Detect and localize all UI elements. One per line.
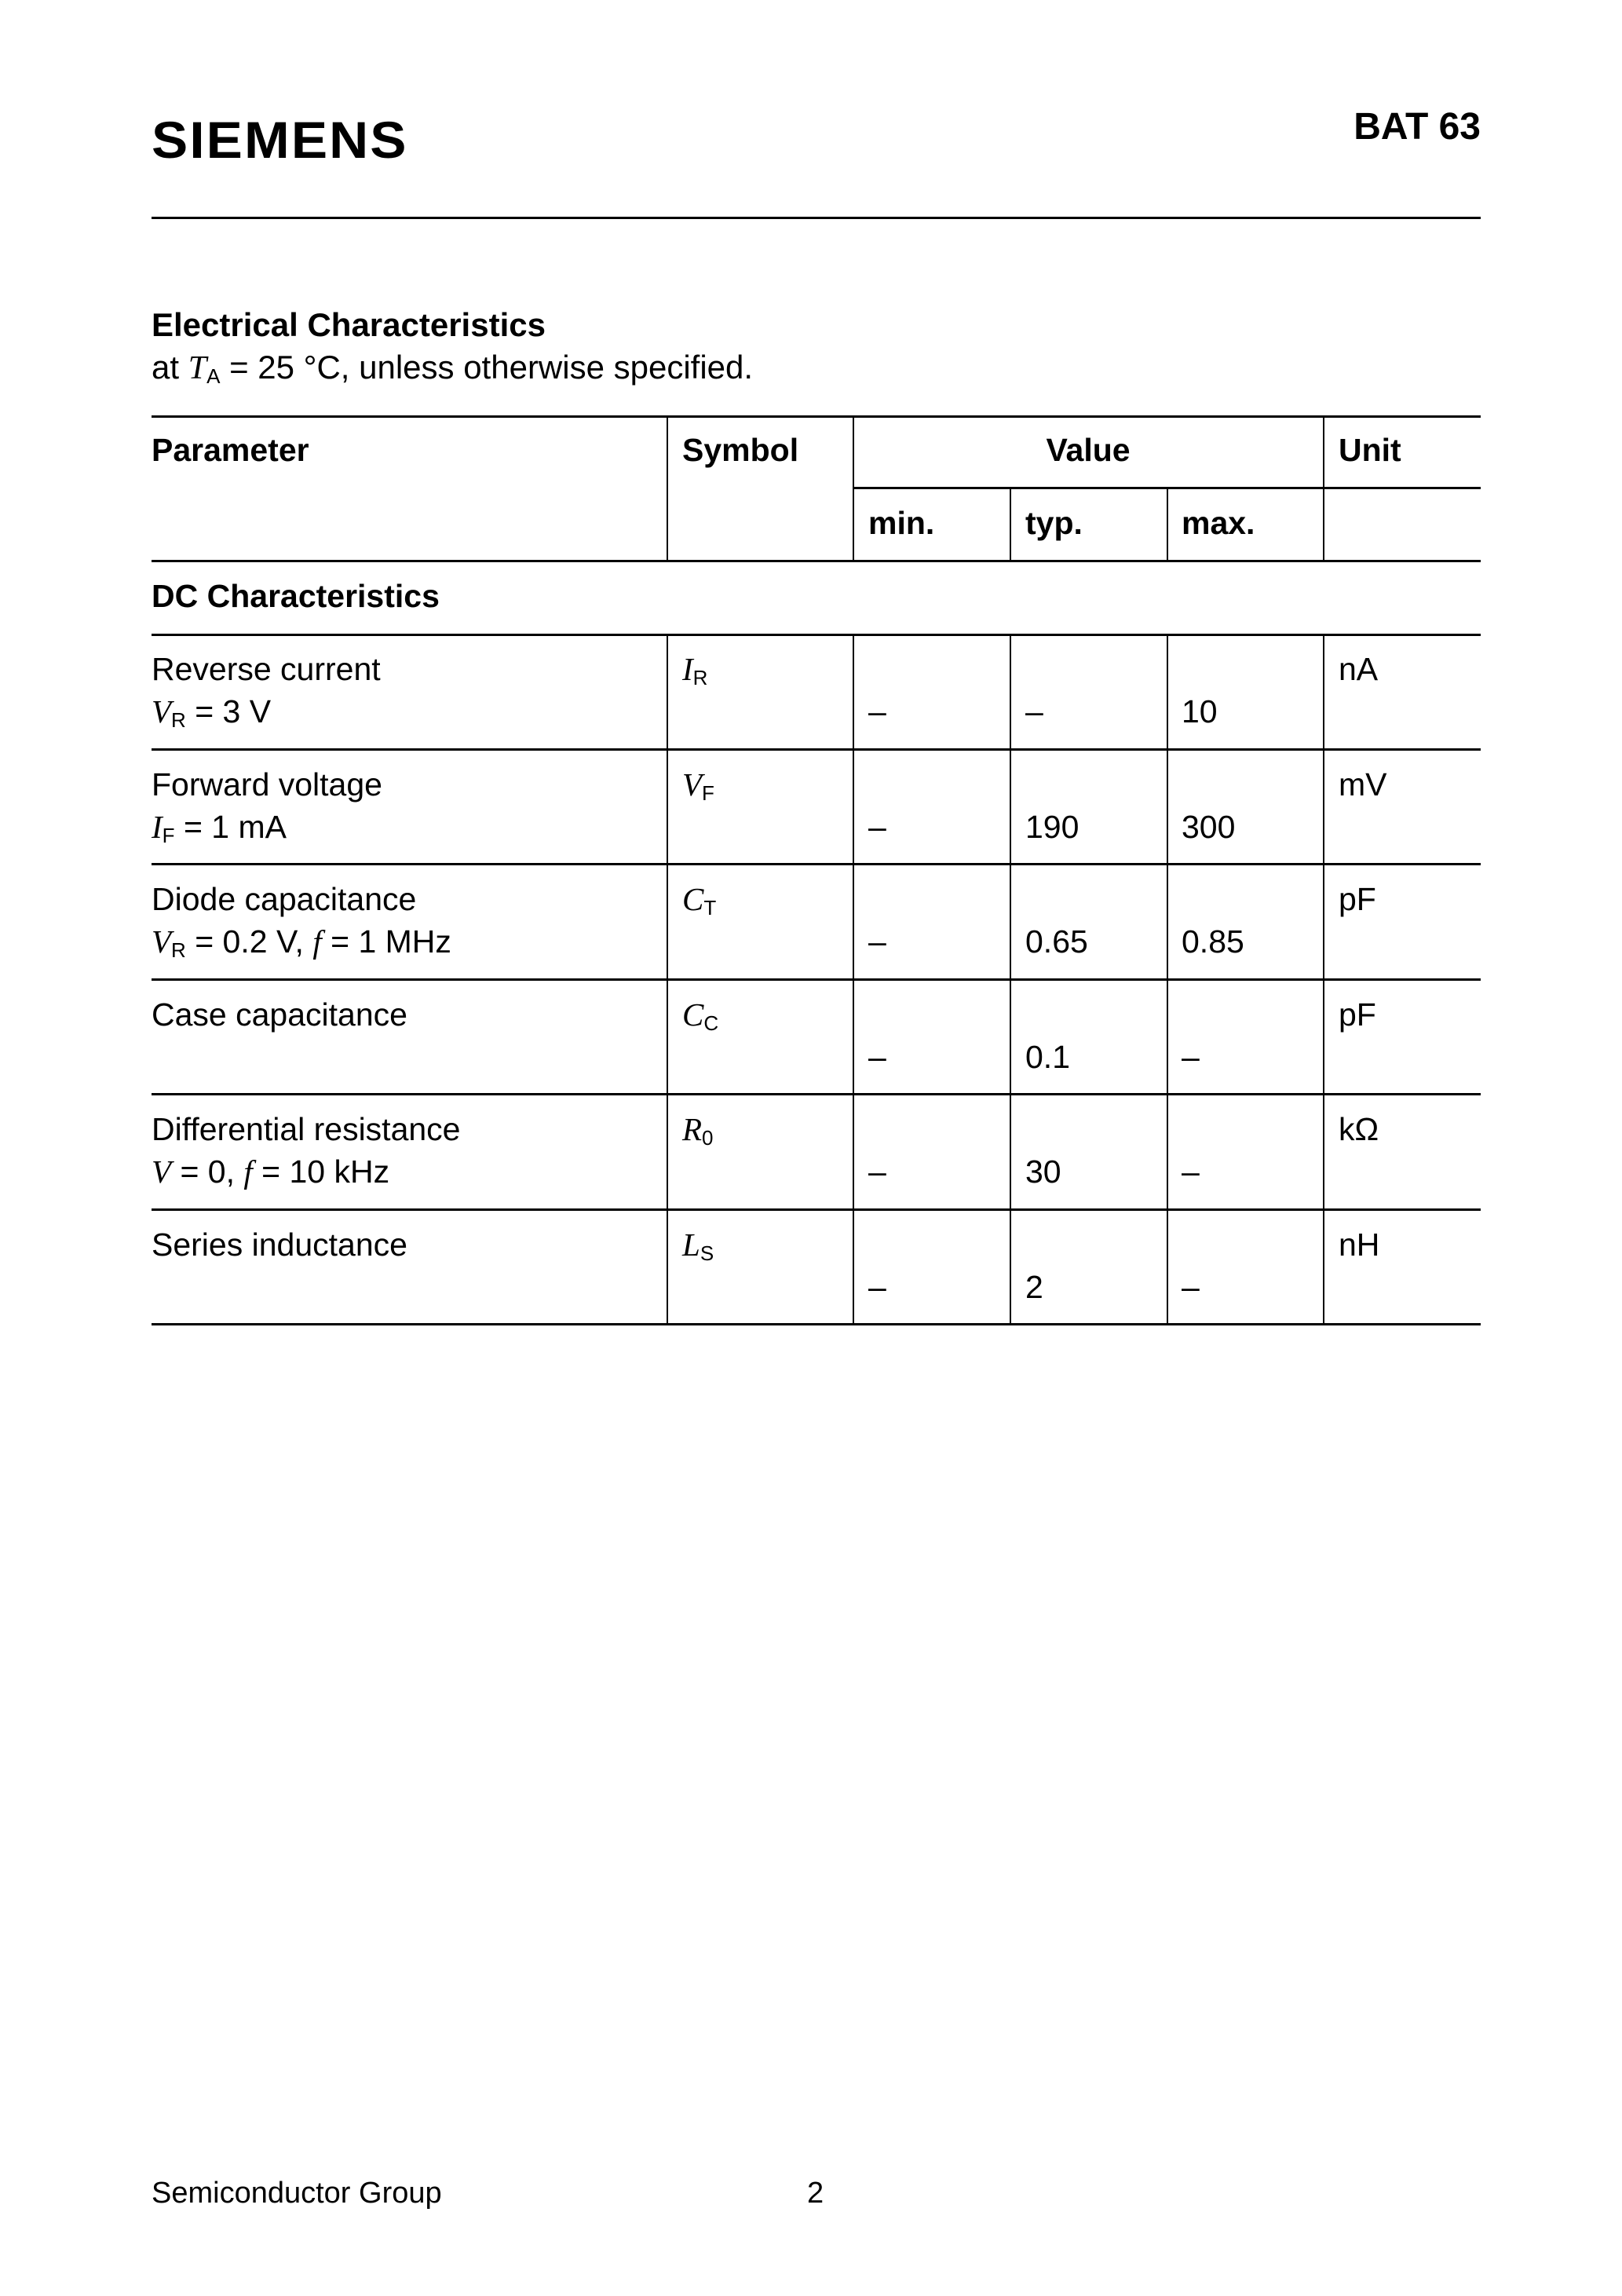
row-rule — [152, 1093, 1481, 1095]
table-row-min: – — [868, 923, 886, 960]
parameter-condition — [152, 920, 451, 971]
table-row-parameter — [152, 763, 382, 857]
symbol-letter: V — [682, 766, 703, 803]
header-parameter: Parameter — [152, 432, 309, 468]
parameter-name: Diode capacitance — [152, 881, 417, 917]
col-divider — [853, 750, 854, 865]
parameter-condition — [152, 806, 382, 857]
table-row-parameter — [152, 878, 451, 971]
header-max: max. — [1182, 505, 1255, 541]
table-row-max: – — [1182, 1269, 1200, 1305]
col-divider — [1010, 865, 1011, 980]
table-row-min: – — [868, 1269, 886, 1305]
subtitle-subscript: A — [206, 364, 221, 388]
header-unit: Unit — [1339, 432, 1401, 468]
symbol-subscript: T — [703, 896, 717, 919]
symbol-subscript: C — [703, 1011, 719, 1035]
table-row-unit: nH — [1339, 1227, 1380, 1263]
parameter-name: Differential resistance — [152, 1111, 461, 1147]
col-divider — [1167, 634, 1168, 750]
condition-text: = 0, — [171, 1153, 244, 1190]
condition-subscript: R — [171, 938, 186, 962]
col-divider — [1010, 488, 1011, 561]
table-row-parameter — [152, 993, 407, 1036]
table-row-parameter — [152, 1108, 460, 1193]
parameter-condition — [152, 690, 381, 741]
col-divider — [667, 865, 668, 980]
col-divider — [1167, 488, 1168, 561]
row-rule — [152, 978, 1481, 981]
table-row-typ: 0.1 — [1025, 1039, 1070, 1075]
table-row-typ: 190 — [1025, 809, 1080, 845]
table-row-unit: mV — [1339, 766, 1387, 803]
condition-variable: V — [152, 1153, 172, 1190]
section-title: Electrical Characteristics — [152, 306, 546, 343]
table-row-typ: 0.65 — [1025, 923, 1088, 960]
col-divider — [853, 1095, 854, 1210]
header-bottom-rule — [152, 560, 1481, 562]
table-row-unit: nA — [1339, 651, 1379, 687]
table-row-min: – — [868, 693, 886, 729]
table-top-rule — [152, 415, 1481, 418]
col-divider — [1323, 1095, 1324, 1210]
row-rule — [152, 863, 1481, 865]
col-divider — [853, 865, 854, 980]
table-row-symbol — [682, 1223, 714, 1274]
table-row-unit: pF — [1339, 881, 1376, 917]
header-typ: typ. — [1025, 505, 1083, 541]
col-divider — [1167, 750, 1168, 865]
parameter-name: Series inductance — [152, 1227, 407, 1263]
col-divider — [853, 980, 854, 1095]
group-bottom-rule — [152, 634, 1481, 636]
col-divider — [1167, 1210, 1168, 1325]
group-dc-characteristics: DC Characteristics — [152, 578, 440, 614]
col-divider — [667, 750, 668, 865]
symbol-letter: C — [682, 881, 704, 917]
col-divider — [1323, 634, 1324, 750]
condition-text: = 1 MHz — [321, 923, 451, 960]
table-row-symbol — [682, 878, 716, 929]
table-row-min: – — [868, 809, 886, 845]
subtitle-prefix: at — [152, 349, 188, 386]
table-row-symbol — [682, 993, 718, 1044]
table-row-unit: kΩ — [1339, 1111, 1379, 1147]
col-divider — [1167, 980, 1168, 1095]
condition-text: = 3 V — [185, 693, 272, 729]
symbol-letter: I — [682, 651, 693, 687]
table-row-typ: – — [1025, 693, 1043, 729]
col-divider — [1010, 1210, 1011, 1325]
parameter-name: Case capacitance — [152, 996, 407, 1033]
condition-variable: V — [152, 693, 172, 729]
condition-subscript: R — [171, 708, 186, 732]
section-subtitle — [152, 349, 753, 389]
col-divider — [667, 634, 668, 750]
col-divider — [1323, 980, 1324, 1095]
col-divider — [1323, 750, 1324, 865]
table-row-symbol — [682, 1108, 714, 1159]
condition-variable: f — [243, 1153, 253, 1190]
col-divider — [1167, 865, 1168, 980]
col-divider — [1323, 1210, 1324, 1325]
table-row-max: 0.85 — [1182, 923, 1244, 960]
condition-variable: f — [312, 923, 322, 960]
condition-variable: I — [152, 809, 163, 845]
header-symbol: Symbol — [682, 432, 799, 468]
condition-text: = 10 kHz — [252, 1153, 390, 1190]
table-row-unit: pF — [1339, 996, 1376, 1033]
row-rule — [152, 748, 1481, 751]
row-rule — [152, 1208, 1481, 1211]
parameter-name: Forward voltage — [152, 766, 382, 803]
row-rule — [152, 1323, 1481, 1325]
col-divider — [667, 1095, 668, 1210]
condition-text: = 0.2 V, — [185, 923, 313, 960]
table-row-max: – — [1182, 1039, 1200, 1075]
col-divider — [667, 416, 668, 561]
symbol-subscript: 0 — [702, 1126, 714, 1150]
col-divider — [1010, 634, 1011, 750]
col-divider — [1010, 980, 1011, 1095]
symbol-subscript: S — [700, 1241, 714, 1265]
parameter-condition — [152, 1150, 460, 1193]
page-number: 2 — [807, 2177, 824, 2210]
table-row-parameter — [152, 1223, 407, 1266]
col-divider — [853, 634, 854, 750]
footer-company: Semiconductor Group — [152, 2177, 442, 2210]
table-row-max: – — [1182, 1153, 1200, 1190]
siemens-logo: SIEMENS — [152, 111, 408, 169]
table-row-typ: 30 — [1025, 1153, 1061, 1190]
col-divider — [1167, 1095, 1168, 1210]
header-value: Value — [1046, 432, 1131, 468]
table-row-symbol — [682, 763, 714, 814]
condition-text: = 1 mA — [174, 809, 287, 845]
table-row-min: – — [868, 1153, 886, 1190]
table-row-max: 300 — [1182, 809, 1236, 845]
subtitle-rest: = 25 °C, unless otherwise specified. — [220, 349, 754, 386]
symbol-subscript: R — [692, 666, 708, 689]
col-divider — [1010, 750, 1011, 865]
col-divider — [667, 980, 668, 1095]
subtitle-variable: T — [188, 350, 207, 386]
header-min: min. — [868, 505, 935, 541]
table-row-min: – — [868, 1039, 886, 1075]
col-divider — [1323, 865, 1324, 980]
condition-subscript: F — [162, 824, 175, 847]
table-row-max: 10 — [1182, 693, 1218, 729]
table-row-typ: 2 — [1025, 1269, 1043, 1305]
table-row-parameter — [152, 648, 381, 741]
col-divider — [667, 1210, 668, 1325]
symbol-letter: L — [682, 1227, 700, 1263]
symbol-letter: R — [682, 1111, 703, 1147]
col-divider — [1010, 1095, 1011, 1210]
parameter-name: Reverse current — [152, 651, 381, 687]
symbol-subscript: F — [702, 781, 714, 805]
header-rule — [152, 217, 1481, 219]
table-row-symbol — [682, 648, 707, 699]
symbol-letter: C — [682, 996, 704, 1033]
condition-variable: V — [152, 923, 172, 960]
part-number: BAT 63 — [1353, 106, 1481, 148]
col-divider — [853, 1210, 854, 1325]
